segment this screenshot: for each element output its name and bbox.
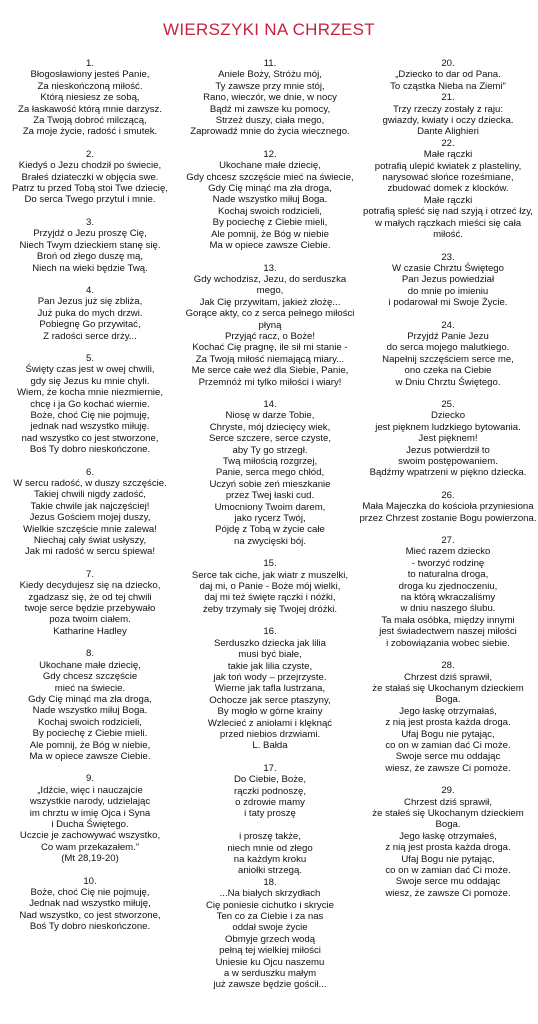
poem-27 — [359, 535, 537, 649]
page-title: WIERSZYKI NA CHRZEST — [163, 20, 375, 39]
poem-17-18 — [181, 763, 359, 991]
poem-text: Święty czas jest w owej chwili, gdy się Jezus ku mnie chyli. Wiem, że kocha mnie niezmiernie, chcę i ja Go kochać wiernie. Boże, choć Cię nie pojmuję, jednak nad wszystko miłuję. nad wszystko co jest stworzone, Boś Ty dobro nieskończone. — [16, 364, 164, 456]
poem-7 — [1, 569, 179, 637]
poem-20-22 — [359, 58, 537, 241]
poem-number: 14. — [263, 398, 277, 410]
poem-number: 4. — [85, 284, 94, 296]
poem-text: Chrzest dziś sprawił, że stałeś się Ukochanym dzieckiem Boga. Jego łaskę otrzymałeś, z nią jest prosta każda droga. Ufaj Bogu nie pytając, co on w zamian dać Ci może. Swoje serce mu oddając wiesz, że zawsze Ci pomoże. — [372, 796, 524, 899]
poem-number: 25. — [441, 398, 455, 410]
poem-number: 7. — [85, 568, 94, 580]
poem-14 — [181, 399, 359, 547]
poem-text: Serduszko dziecka jak lilia musi być białe, takie jak lilia czyste, jak toń wody – przejrzyste. Wierne jak tafla lustrzana, Ochocze jak serce ptaszyny, By mogło w górne krainy Wzlecieć z aniołami i klęknąć przed niebios drzwiami. L. Bałda — [207, 637, 333, 752]
poem-number: 5. — [85, 352, 94, 364]
poem-29 — [359, 785, 537, 899]
poem-13 — [181, 263, 359, 388]
poem-text: Dziecko jest pięknem ludzkiego bytowania. Jest pięknem! Jezus potwierdził to swoim postępowaniem. Bądźmy wpatrzeni w piękno dziecka. — [369, 410, 527, 479]
poem-number: 16. — [263, 626, 277, 638]
poem-number: 15. — [263, 558, 277, 570]
poem-text: Chrzest dziś sprawił, że stałaś się Ukochanym dzieckiem Boga. Jego łaskę otrzymałaś, z nią jest prosta każda droga. Ufaj Bogu nie pytając, co on w zamian dać Ci może. Swoje serce mu oddając wiesz, że zawsze Ci pomoże. — [372, 671, 524, 774]
poem-text: Przyjdź Panie Jezu do serca mojego malutkiego. Napełnij szczęściem serce me, ono czeka na Ciebie w Dniu Chrztu Świętego. — [382, 330, 514, 388]
poem-text: „Idźcie, więc i nauczajcie wszystkie narody, udzielając im chrztu w imię Ojca i Syna i Ducha Świętego. Uczcie je zachowywać wszystko, Co wam przekazałem.” (Mt 28,19-20) — [19, 784, 161, 865]
poem-26 — [359, 490, 537, 524]
poem-text: Do Ciebie, Boże, rączki podnoszę, o zdrowie mamy i taty proszę i proszę także, niech mnie od złego na każdym kroku aniołki strzegą. 18. ...Na białych skrzydłach Cię poniesie cichutko i skrycie Ten co za Ciebie i za nas oddał swoje życie Obmyje grzech wodą pełną tej wielkiej miłości Uniesie ku Ojcu naszemu a w serduszku małym już zawsze będzie gościł... — [206, 774, 334, 991]
poem-text: Boże, choć Cię nie pojmuję, Jednak nad wszystko miłuję, Nad wszystko, co jest stworzone, Boś Ty dobro nieskończone. — [19, 887, 161, 933]
poem-number: 3. — [85, 216, 94, 228]
poem-2 — [1, 149, 179, 206]
poem-number: 23. — [441, 251, 455, 263]
poem-text: „Dziecko to dar od Pana. To cząstka Nieba na Ziemi” 21. Trzy rzeczy zostały z raju: gwiazdy, kwiaty i oczy dziecka. Dante Alighieri 22. Małe rączki potrafią ulepić kwiatek z plasteliny, narysować słońce roześmiane, zbudować domek z klocków. Małe rączki potrafią spleść się nad szyją i otrzeć łzy, w małych rączkach mieści się cała miłość. — [363, 69, 533, 241]
poem-text: Ukochane małe dziecię, Gdy chcesz szczęście mieć na świecie, Gdy Cię minąć ma zła droga, Nade wszystko miłuj Boga. Kochaj swoich rodzicieli, By pociechę z Ciebie mieli, Ale pomnij, że Bóg w niebie Ma w opiece zawsze Ciebie. — [186, 160, 354, 252]
poem-24 — [359, 320, 537, 388]
poem-text: W czasie Chrztu Świętego Pan Jezus powiedział do mnie po imieniu i podarował mi Swoje Życie. — [388, 262, 508, 309]
poem-28 — [359, 660, 537, 774]
poem-25 — [359, 399, 537, 479]
poem-12 — [181, 149, 359, 252]
poem-number: 10. — [83, 875, 97, 887]
poem-number: 28. — [441, 660, 455, 672]
poem-text: Ukochane małe dziecię, Gdy chcesz szczęście mieć na świecie. Gdy Cię minąć ma zła droga, Nade wszystko miłuj Boga. Kochaj swoich rodzicieli, By pociechę z Ciebie mieli. Ale pomnij, że Bóg w niebie, Ma w opiece zawsze Ciebie. — [28, 659, 152, 762]
poem-text: Niosę w darze Tobie, Chryste, mój dziecięcy wiek, Serce szczere, serce czyste, aby Ty go strzegł. Twą miłością rozgrzej, Panie, serca mego chłód, Uczyń sobie zeń mieszkanie przez Twej łaski cud. Umocniony Twoim darem, jako rycerz Twój, Pójdę z Tobą w życie całe na zwycięski bój. — [208, 410, 332, 547]
poem-16 — [181, 626, 359, 751]
poem-text: Przyjdź o Jezu proszę Cię, Niech Twym dzieckiem stanę się. Broń od złego duszę mą, Niech na wieki będzie Twą. — [19, 228, 161, 274]
poem-text: Aniele Boży, Stróżu mój, Ty zawsze przy mnie stój, Rano, wieczór, we dnie, w nocy Bądź mi zawsze ku pomocy, Strzeż duszy, ciała mego, Zaprowadź mnie do życia wiecznego. — [190, 69, 350, 138]
poem-number: 27. — [441, 535, 455, 547]
poem-10 — [1, 876, 179, 933]
poem-4 — [1, 285, 179, 342]
poem-number: 1. — [85, 58, 94, 69]
poem-text: Serce tak ciche, jak wiatr z muszelki, daj mi, o Panie - Boże mój wielki, daj mi też święte rączki i nóżki, żeby trzymały się Twojej dróżki. — [191, 569, 349, 615]
poem-number: 29. — [441, 785, 455, 797]
poem-number: 17. — [263, 762, 277, 774]
poem-number: 6. — [85, 466, 94, 478]
poem-text: Mała Majeczka do kościoła przyniesiona przez Chrzest zostanie Bogu powierzona. — [359, 501, 537, 524]
poem-15 — [181, 558, 359, 615]
column-2 — [181, 58, 359, 1002]
poem-text: W sercu radość, w duszy szczęście. Takiej chwili nigdy zadość, Takie chwile jak najczęściej! Jezus Gościem mojej duszy, Wielkie szczęście mnie zalewa! Niechaj cały świat usłyszy, Jak mi radość w sercu śpiewa! — [13, 478, 167, 558]
column-1 — [1, 58, 179, 944]
poem-text: Pan Jezus już się zbliża, Już puka do mych drzwi. Pobiegnę Go przywitać, Z radości serce drży... — [37, 296, 143, 342]
poem-number: 26. — [441, 489, 455, 501]
poem-11 — [181, 58, 359, 138]
poem-text: Mieć razem dziecko - tworzyć rodzinę to naturalna droga, droga ku zjednoczeniu, na którą wkraczaliśmy w dniu naszego ślubu. Ta mała osóbka, między innymi jest świadectwem naszej miłości i zobowiązania wobec siebie. — [379, 546, 517, 649]
poem-text: Kiedy decydujesz się na dziecko, zgadzasz się, że od tej chwili twoje serce będzie przebywało poza twoim ciałem. Katharine Hadley — [19, 580, 161, 637]
poem-3 — [1, 217, 179, 274]
poem-8 — [1, 648, 179, 762]
poem-number: 11. — [263, 58, 277, 69]
poem-text: Gdy wchodzisz, Jezu, do serduszka mego, Jak Cię przywitam, jakież złożę... Gorące akty, co z serca pełnego miłości płyną Przyjąć racz, o Boże! Kochać Cię pragnę, ile sił mi stanie - Za Twoją miłość niemającą miary... Me serce całe weź dla Siebie, Panie, Przemnóż mi tylko miłości i wiary! — [185, 273, 355, 388]
poem-number: 9. — [85, 773, 94, 785]
poem-23 — [359, 252, 537, 309]
poem-number: 24. — [441, 319, 455, 331]
poem-number: 13. — [263, 262, 277, 274]
poem-number: 2. — [85, 148, 94, 160]
poem-6 — [1, 467, 179, 558]
poem-number: 8. — [85, 648, 94, 660]
poem-1 — [1, 58, 179, 138]
poem-text: Błogosławiony jesteś Panie, Za nieskończoną miłość. Którą niesiesz ze sobą, Za łaskawość którą mnie darzysz. Za Twoją dobroć milczącą, Za moje życie, radość i smutek. — [18, 69, 162, 138]
column-3 — [359, 58, 537, 910]
poem-number: 20. — [441, 58, 455, 69]
poem-text: Kiedyś o Jezu chodził po świecie, Brałeś dziateczki w objęcia swe. Patrz tu przed Tobą stoi Twe dziecię, Do serca Twego przytul i mnie. — [12, 160, 168, 206]
poem-9 — [1, 773, 179, 864]
poem-number: 12. — [263, 148, 277, 160]
poem-5 — [1, 353, 179, 456]
